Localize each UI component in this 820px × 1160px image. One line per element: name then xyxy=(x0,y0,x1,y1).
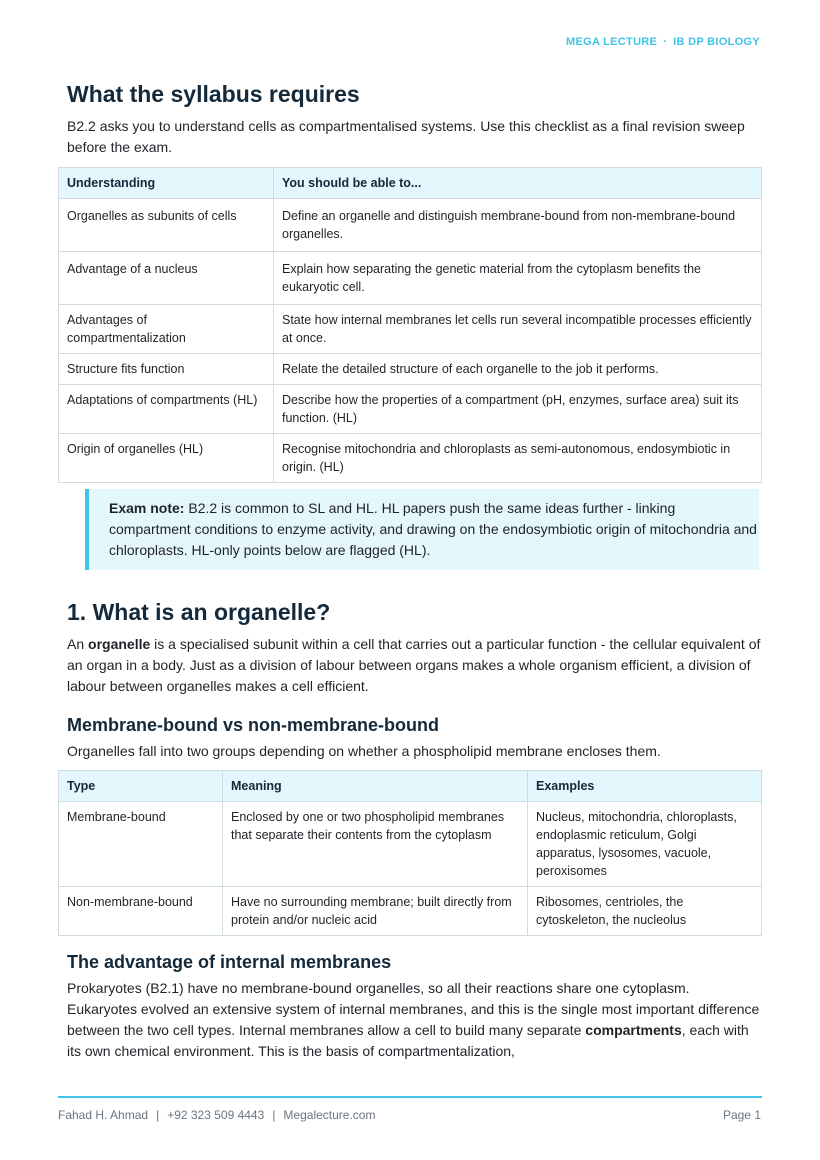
footer-website[interactable]: Megalecture.com xyxy=(283,1108,376,1122)
table-cell: Relate the detailed structure of each organelle to the job it performs. xyxy=(274,354,762,385)
paragraph-text-end: , each with its own chemical environment. This is the basis of compartmentalization, xyxy=(67,1022,749,1059)
table-cell: Nucleus, mitochondria, chloroplasts, endoplasmic reticulum, Golgi apparatus, lysosomes, vacuole, peroxisomes xyxy=(528,802,762,887)
table-header-row xyxy=(59,771,762,802)
column-header: You should be able to... xyxy=(274,168,762,199)
paragraph-text-start: Prokaryotes (B2.1) have no membrane-bound organelles, so all their reactions share one cytoplasm. Eukaryotes evolved an extensive system of internal membranes, and this is the single most important difference between the two cell types. Internal membranes allow a cell to build many separate xyxy=(67,980,760,1038)
exam-note-label: Exam note: xyxy=(109,500,185,516)
table-cell: Explain how separating the genetic material from the cytoplasm benefits the eukaryotic cell. xyxy=(274,252,762,305)
page-content xyxy=(67,78,762,1062)
table-cell: Structure fits function xyxy=(59,354,274,385)
table-cell: Ribosomes, centrioles, the cytoskeleton, the nucleolus xyxy=(528,887,762,936)
organelle-text-start: An xyxy=(67,636,89,652)
table-cell: Have no surrounding membrane; built directly from protein and/or nucleic acid xyxy=(223,887,528,936)
page-number: Page 1 xyxy=(722,1108,761,1122)
organelle-definition xyxy=(67,634,762,697)
organelle-text-end: is a specialised subunit within a cell that carries out a particular function - the cellular equivalent of an organ in a body. Just as a division of labour between organs makes a whole organism efficient, a division of labour between organelles makes a cell efficient. xyxy=(67,636,761,694)
table-row xyxy=(59,385,762,434)
table-row xyxy=(59,887,762,936)
compartments-term: compartments xyxy=(585,1022,682,1038)
internal-membranes-paragraph xyxy=(67,978,762,1062)
syllabus-heading: What the syllabus requires xyxy=(67,81,360,107)
membrane-intro: Organelles fall into two groups depending on whether a phospholipid membrane encloses them. xyxy=(67,743,661,759)
table-cell: State how internal membranes let cells run several incompatible processes efficiently at once. xyxy=(274,305,762,354)
table-cell: Advantages of compartmentalization xyxy=(59,305,274,354)
table-cell: Recognise mitochondria and chloroplasts as semi-autonomous, endosymbiotic in origin. (HL) xyxy=(274,434,762,483)
table-cell: Enclosed by one or two phospholipid membranes that separate their contents from the cytoplasm xyxy=(223,802,528,887)
table-row xyxy=(59,802,762,887)
page-header xyxy=(566,36,760,48)
syllabus-intro: B2.2 asks you to understand cells as compartmentalised systems. Use this checklist as a final revision sweep before the exam. xyxy=(67,118,745,155)
column-header: Meaning xyxy=(223,771,528,802)
table-cell: Organelles as subunits of cells xyxy=(59,199,274,252)
table-cell: Non-membrane-bound xyxy=(59,887,223,936)
table-cell: Define an organelle and distinguish membrane-bound from non-membrane-bound organelles. xyxy=(274,199,762,252)
footer-author: Fahad H. Ahmad xyxy=(58,1108,149,1122)
footer-separator: | xyxy=(156,1108,160,1122)
table-row xyxy=(59,434,762,483)
column-header: Understanding xyxy=(59,168,274,199)
table-cell: Origin of organelles (HL) xyxy=(59,434,274,483)
table-row xyxy=(59,252,762,305)
table-cell: Membrane-bound xyxy=(59,802,223,887)
footer-divider xyxy=(58,1096,762,1098)
syllabus-table xyxy=(58,167,762,483)
table-row xyxy=(59,199,762,252)
column-header: Examples xyxy=(528,771,762,802)
brand-name: MEGA LECTURE xyxy=(566,36,658,48)
exam-note-text: B2.2 is common to SL and HL. HL papers push the same ideas further - linking compartment conditions to enzyme activity, and drawing on the endosymbiotic origin of mitochondria and chloroplasts. HL-only points below are flagged (HL). xyxy=(109,500,757,558)
organelle-term: organelle xyxy=(88,636,151,652)
table-cell: Adaptations of compartments (HL) xyxy=(59,385,274,434)
footer-phone: +92 323 509 4443 xyxy=(167,1108,265,1122)
column-header: Type xyxy=(59,771,223,802)
organelle-heading: 1. What is an organelle? xyxy=(67,599,331,625)
table-cell: Advantage of a nucleus xyxy=(59,252,274,305)
table-row xyxy=(59,354,762,385)
table-cell: Describe how the properties of a compartment (pH, enzymes, surface area) suit its function. (HL) xyxy=(274,385,762,434)
exam-note xyxy=(85,489,759,570)
table-row xyxy=(59,305,762,354)
footer-separator: | xyxy=(272,1108,276,1122)
membrane-subheading: Membrane-bound vs non-membrane-bound xyxy=(67,715,440,735)
organelle-types-table xyxy=(58,770,762,936)
subject-name: IB DP BIOLOGY xyxy=(673,36,760,48)
table-header-row xyxy=(59,168,762,199)
header-separator: · xyxy=(663,36,668,48)
footer-contact xyxy=(58,1108,375,1122)
internal-membranes-subheading: The advantage of internal membranes xyxy=(67,952,392,972)
